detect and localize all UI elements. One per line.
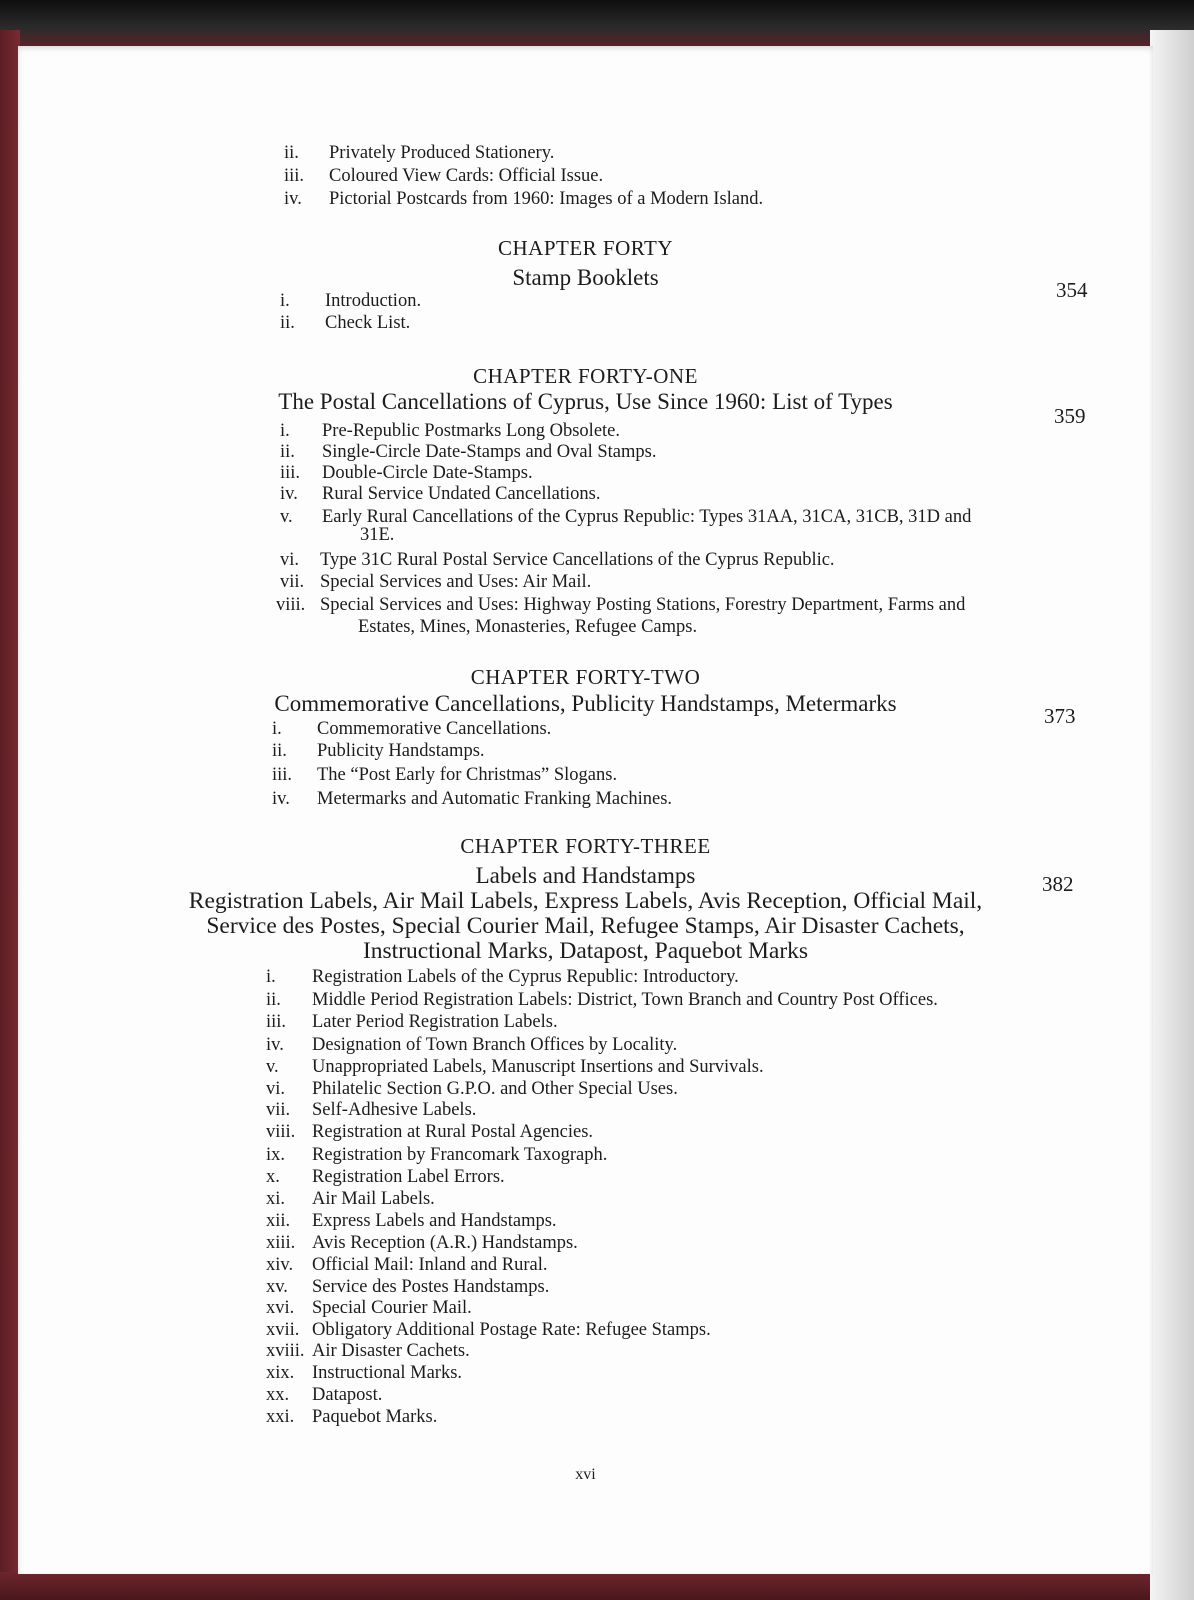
- item-number: ii.: [280, 442, 295, 462]
- item-number: ii.: [284, 143, 299, 163]
- item-continuation: Estates, Mines, Monasteries, Refugee Camps.: [358, 617, 698, 637]
- item-text: Datapost.: [312, 1385, 383, 1405]
- item-number: iii.: [280, 463, 301, 483]
- item-text: Registration Label Errors.: [312, 1167, 505, 1187]
- chapter-title: The Postal Cancellations of Cyprus, Use Since 1960: List of Types: [278, 389, 893, 414]
- item-number: v.: [280, 507, 293, 527]
- book-cover-bottom: [0, 1572, 1194, 1600]
- page-number: 354: [1056, 278, 1088, 302]
- chapter-title: Labels and Handstamps: [475, 863, 696, 888]
- item-number: v.: [266, 1057, 279, 1077]
- item-text: Paquebot Marks.: [312, 1407, 438, 1427]
- item-text: Privately Produced Stationery.: [329, 143, 555, 163]
- item-number: xii.: [266, 1211, 291, 1231]
- item-text: Registration by Francomark Taxograph.: [312, 1145, 608, 1165]
- item-number: viii.: [266, 1122, 296, 1142]
- item-text: Self-Adhesive Labels.: [312, 1100, 477, 1120]
- item-text: Type 31C Rural Postal Service Cancellations of the Cyprus Republic.: [320, 550, 835, 570]
- item-number: xv.: [266, 1277, 288, 1297]
- chapter-title: Commemorative Cancellations, Publicity Handstamps, Metermarks: [274, 691, 897, 716]
- chapter-label: CHAPTER FORTY-ONE: [473, 364, 698, 388]
- chapter-subtitle-line: Registration Labels, Air Mail Labels, Express Labels, Avis Reception, Official Mail,: [188, 888, 983, 914]
- item-number: i.: [280, 291, 290, 311]
- book-cover-top: [0, 0, 1194, 46]
- item-text: Instructional Marks.: [312, 1363, 463, 1383]
- page-number: 382: [1042, 872, 1074, 896]
- chapter-title: Stamp Booklets: [512, 265, 659, 290]
- book-cover-left: [0, 30, 20, 1600]
- item-text: Air Disaster Cachets.: [312, 1341, 470, 1361]
- item-number: xx.: [266, 1385, 290, 1405]
- item-number: iii.: [284, 166, 305, 186]
- item-text: Air Mail Labels.: [312, 1189, 435, 1209]
- item-number: ii.: [272, 741, 287, 761]
- item-number: iv.: [272, 789, 290, 809]
- item-text: Publicity Handstamps.: [317, 741, 485, 761]
- item-number: iv.: [284, 189, 302, 209]
- item-text: Middle Period Registration Labels: District, Town Branch and Country Post Offices.: [312, 990, 938, 1010]
- page-number: 373: [1044, 704, 1076, 728]
- folio-page-number: xvi: [575, 1466, 596, 1483]
- item-text: Pictorial Postcards from 1960: Images of a Modern Island.: [329, 189, 764, 209]
- item-number: i.: [280, 421, 290, 441]
- item-number: xxi.: [266, 1407, 295, 1427]
- item-text: Designation of Town Branch Offices by Locality.: [312, 1035, 678, 1055]
- item-text: Avis Reception (A.R.) Handstamps.: [312, 1233, 578, 1253]
- item-text: Commemorative Cancellations.: [317, 719, 552, 739]
- item-text: Early Rural Cancellations of the Cyprus Republic: Types 31AA, 31CA, 31CB, 31D and: [322, 507, 972, 527]
- page-edge-right: [1150, 30, 1194, 1600]
- item-number: xiii.: [266, 1233, 296, 1253]
- item-text: Special Services and Uses: Air Mail.: [320, 572, 592, 592]
- item-number: ii.: [280, 313, 295, 333]
- item-number: i.: [272, 719, 282, 739]
- chapter-label: CHAPTER FORTY-THREE: [460, 834, 711, 858]
- item-number: iv.: [266, 1035, 284, 1055]
- item-number: i.: [266, 967, 276, 987]
- item-number: vii.: [280, 572, 305, 592]
- item-text: Express Labels and Handstamps.: [312, 1211, 557, 1231]
- chapter-subtitle-line: Instructional Marks, Datapost, Paquebot Marks: [362, 938, 809, 964]
- item-text: Rural Service Undated Cancellations.: [322, 484, 601, 504]
- item-text: Metermarks and Automatic Franking Machines.: [317, 789, 673, 809]
- item-number: viii.: [276, 595, 306, 615]
- page-number: 359: [1054, 404, 1086, 428]
- item-text: Registration Labels of the Cyprus Republic: Introductory.: [312, 967, 739, 987]
- chapter-label: CHAPTER FORTY: [497, 236, 673, 260]
- item-number: ii.: [266, 990, 281, 1010]
- chapter-label: CHAPTER FORTY-TWO: [470, 665, 701, 689]
- item-text: The “Post Early for Christmas” Slogans.: [317, 765, 618, 785]
- item-number: vii.: [266, 1100, 291, 1120]
- item-text: Check List.: [325, 313, 411, 333]
- item-number: vi.: [280, 550, 300, 570]
- item-text: Pre-Republic Postmarks Long Obsolete.: [322, 421, 621, 441]
- item-text: Later Period Registration Labels.: [312, 1012, 558, 1032]
- item-number: x.: [266, 1167, 280, 1187]
- item-number: xvi.: [266, 1298, 295, 1318]
- contents-page: [18, 46, 1153, 1574]
- item-text: Single-Circle Date-Stamps and Oval Stamps.: [322, 442, 657, 462]
- item-number: xiv.: [266, 1255, 294, 1275]
- item-text: Obligatory Additional Postage Rate: Refugee Stamps.: [312, 1320, 711, 1340]
- item-number: iii.: [272, 765, 293, 785]
- item-text: Coloured View Cards: Official Issue.: [329, 166, 604, 186]
- item-number: ix.: [266, 1145, 286, 1165]
- item-number: iii.: [266, 1012, 287, 1032]
- item-text: Philatelic Section G.P.O. and Other Special Uses.: [312, 1079, 678, 1099]
- item-number: xi.: [266, 1189, 286, 1209]
- item-number: xix.: [266, 1363, 295, 1383]
- item-text: Double-Circle Date-Stamps.: [322, 463, 533, 483]
- item-text: Introduction.: [325, 291, 422, 311]
- item-text: Registration at Rural Postal Agencies.: [312, 1122, 594, 1142]
- item-text: Service des Postes Handstamps.: [312, 1277, 550, 1297]
- item-number: iv.: [280, 484, 298, 504]
- item-text: Special Courier Mail.: [312, 1298, 472, 1318]
- chapter-subtitle-line: Service des Postes, Special Courier Mail, Refugee Stamps, Air Disaster Cachets,: [206, 913, 965, 939]
- item-text: Special Services and Uses: Highway Posting Stations, Forestry Department, Farms and: [320, 595, 966, 615]
- item-number: xvii.: [266, 1320, 300, 1340]
- item-text: Official Mail: Inland and Rural.: [312, 1255, 548, 1275]
- item-number: vi.: [266, 1079, 286, 1099]
- item-text: Unappropriated Labels, Manuscript Insertions and Survivals.: [312, 1057, 764, 1077]
- item-continuation: 31E.: [360, 525, 395, 545]
- item-number: xviii.: [266, 1341, 305, 1361]
